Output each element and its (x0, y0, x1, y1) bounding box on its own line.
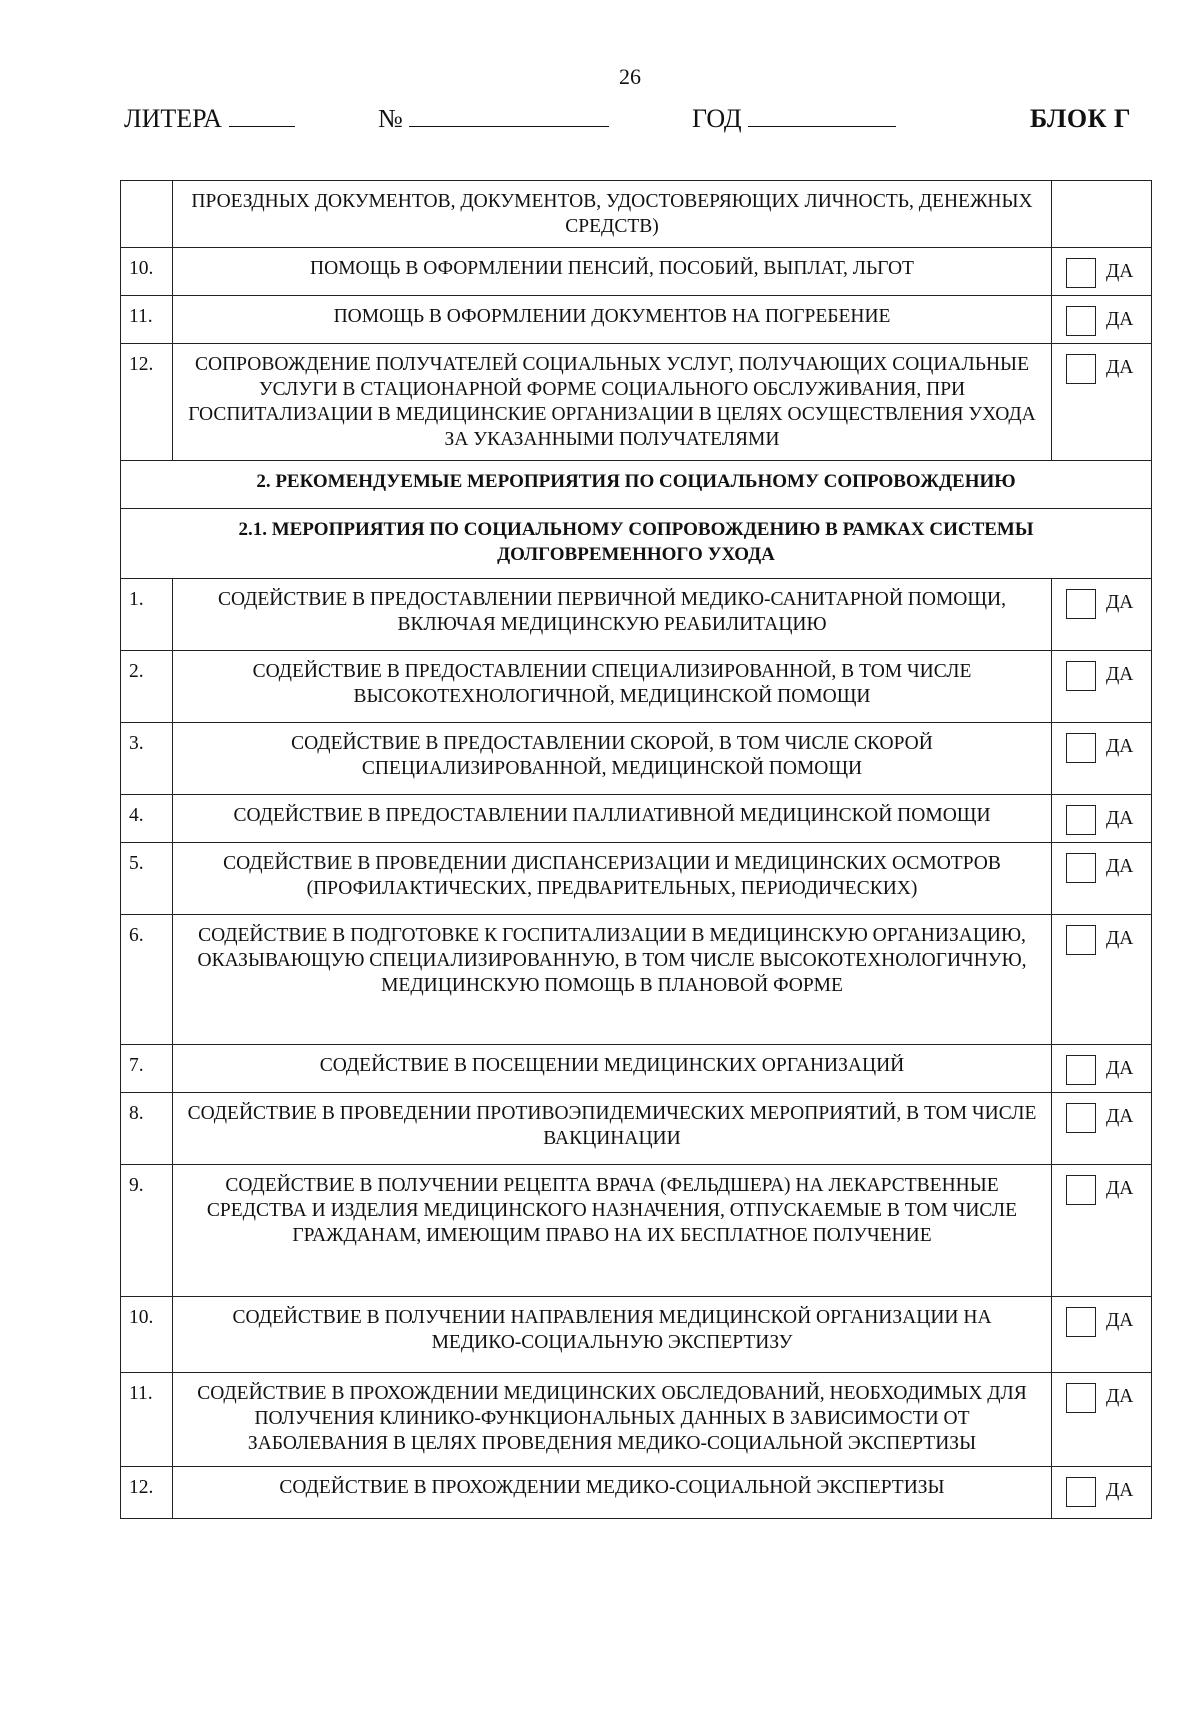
row-text: ПОМОЩЬ В ОФОРМЛЕНИИ ПЕНСИЙ, ПОСОБИЙ, ВЫПЛАТ, ЛЬГОТ (173, 248, 1052, 296)
number-field (378, 104, 609, 134)
yes-checkbox[interactable] (1066, 661, 1096, 691)
yes-label: ДА (1106, 1480, 1134, 1501)
row-number: 12. (121, 1467, 173, 1519)
row-text: ПОМОЩЬ В ОФОРМЛЕНИИ ДОКУМЕНТОВ НА ПОГРЕБЕНИЕ (173, 296, 1052, 344)
table-row (121, 795, 1152, 843)
yes-label: ДА (1106, 261, 1134, 282)
row-text: СОДЕЙСТВИЕ В ПРЕДОСТАВЛЕНИИ СКОРОЙ, В ТОМ ЧИСЛЕ СКОРОЙ СПЕЦИАЛИЗИРОВАННОЙ, МЕДИЦИНСКОЙ ПОМОЩИ (173, 723, 1052, 795)
row-text: СОДЕЙСТВИЕ В ПОЛУЧЕНИИ РЕЦЕПТА ВРАЧА (ФЕЛЬДШЕРА) НА ЛЕКАРСТВЕННЫЕ СРЕДСТВА И ИЗДЕЛИЯ МЕДИЦИНСКОГО НАЗНАЧЕНИЯ, ОТПУСКАЕМЫЕ В ТОМ ЧИСЛЕ ГРАЖДАНАМ, ИМЕЮЩИМ ПРАВО НА ИХ БЕСПЛАТНОЕ ПОЛУЧЕНИЕ (173, 1165, 1052, 1297)
table-row (121, 181, 1152, 248)
table-row (121, 579, 1152, 651)
yes-label: ДА (1106, 309, 1134, 330)
table-row (121, 1467, 1152, 1519)
row-number: 1. (121, 579, 173, 651)
measures-table (120, 180, 1152, 1519)
table-row (121, 1093, 1152, 1165)
row-text: СОДЕЙСТВИЕ В ПОСЕЩЕНИИ МЕДИЦИНСКИХ ОРГАНИЗАЦИЙ (173, 1045, 1052, 1093)
yes-label: ДА (1106, 1386, 1134, 1407)
table-row (121, 915, 1152, 1045)
row-text: СОДЕЙСТВИЕ В ПРОВЕДЕНИИ ДИСПАНСЕРИЗАЦИИ И МЕДИЦИНСКИХ ОСМОТРОВ (ПРОФИЛАКТИЧЕСКИХ, ПРЕДВАРИТЕЛЬНЫХ, ПЕРИОДИЧЕСКИХ) (173, 843, 1052, 915)
row-text: СОДЕЙСТВИЕ В ПРОХОЖДЕНИИ МЕДИЦИНСКИХ ОБСЛЕДОВАНИЙ, НЕОБХОДИМЫХ ДЛЯ ПОЛУЧЕНИЯ КЛИНИКО-ФУНКЦИОНАЛЬНЫХ ДАННЫХ В ЗАВИСИМОСТИ ОТ ЗАБОЛЕВАНИЯ В ЦЕЛЯХ ПРОВЕДЕНИЯ МЕДИКО-СОЦИАЛЬНОЙ ЭКСПЕРТИЗЫ (173, 1373, 1052, 1467)
row-number: 10. (121, 1297, 173, 1373)
row-check-cell (1052, 579, 1152, 651)
row-check-cell (1052, 915, 1152, 1045)
row-text: СОДЕЙСТВИЕ В ПРЕДОСТАВЛЕНИИ ПЕРВИЧНОЙ МЕДИКО-САНИТАРНОЙ ПОМОЩИ, ВКЛЮЧАЯ МЕДИЦИНСКУЮ РЕАБИЛИТАЦИЮ (173, 579, 1052, 651)
yes-checkbox[interactable] (1066, 1103, 1096, 1133)
yes-label: ДА (1106, 357, 1134, 378)
row-number: 12. (121, 344, 173, 461)
yes-checkbox[interactable] (1066, 589, 1096, 619)
year-field (692, 104, 896, 134)
row-check-cell (1052, 1093, 1152, 1165)
table-row (121, 344, 1152, 461)
yes-checkbox[interactable] (1066, 306, 1096, 336)
row-text: СОПРОВОЖДЕНИЕ ПОЛУЧАТЕЛЕЙ СОЦИАЛЬНЫХ УСЛУГ, ПОЛУЧАЮЩИХ СОЦИАЛЬНЫЕ УСЛУГИ В СТАЦИОНАРНОЙ ФОРМЕ СОЦИАЛЬНОГО ОБСЛУЖИВАНИЯ, ПРИ ГОСПИТАЛИЗАЦИИ В МЕДИЦИНСКИЕ ОРГАНИЗАЦИИ В ЦЕЛЯХ ОСУЩЕСТВЛЕНИЯ УХОДА ЗА УКАЗАННЫМИ ПОЛУЧАТЕЛЯМИ (173, 344, 1052, 461)
table-row (121, 651, 1152, 723)
section-2-1-heading-text: 2.1. МЕРОПРИЯТИЯ ПО СОЦИАЛЬНОМУ СОПРОВОЖДЕНИЮ В РАМКАХ СИСТЕМЫ ДОЛГОВРЕМЕННОГО УХОДА (121, 509, 1152, 579)
page-number: 26 (619, 64, 641, 89)
row-check-cell (1052, 1373, 1152, 1467)
yes-label: ДА (1106, 736, 1134, 757)
row-number: 10. (121, 248, 173, 296)
yes-label: ДА (1106, 1058, 1134, 1079)
yes-checkbox[interactable] (1066, 1307, 1096, 1337)
yes-checkbox[interactable] (1066, 733, 1096, 763)
row-check-cell (1052, 344, 1152, 461)
row-number: 7. (121, 1045, 173, 1093)
row-text: СОДЕЙСТВИЕ В ПРОХОЖДЕНИИ МЕДИКО-СОЦИАЛЬНОЙ ЭКСПЕРТИЗЫ (173, 1467, 1052, 1519)
litera-label: ЛИТЕРА (124, 104, 223, 133)
yes-checkbox[interactable] (1066, 853, 1096, 883)
row-check-cell (1052, 723, 1152, 795)
row-number: 11. (121, 1373, 173, 1467)
row-check-cell (1052, 1297, 1152, 1373)
row-text: СОДЕЙСТВИЕ В ПРОВЕДЕНИИ ПРОТИВОЭПИДЕМИЧЕСКИХ МЕРОПРИЯТИЙ, В ТОМ ЧИСЛЕ ВАКЦИНАЦИИ (173, 1093, 1052, 1165)
row-check-cell (1052, 1467, 1152, 1519)
row-check-cell (1052, 795, 1152, 843)
year-input-line[interactable] (748, 108, 896, 127)
section-2-1-heading (121, 509, 1152, 579)
table-row (121, 1373, 1152, 1467)
block-label: БЛОК Г (1030, 104, 1132, 133)
yes-checkbox[interactable] (1066, 925, 1096, 955)
row-number: 4. (121, 795, 173, 843)
section-2-heading-text: 2. РЕКОМЕНДУЕМЫЕ МЕРОПРИЯТИЯ ПО СОЦИАЛЬНОМУ СОПРОВОЖДЕНИЮ (121, 461, 1152, 509)
row-number: 5. (121, 843, 173, 915)
table-row (121, 723, 1152, 795)
year-label: ГОД (692, 104, 742, 133)
row-number-cell (121, 181, 173, 248)
yes-label: ДА (1106, 808, 1134, 829)
yes-label: ДА (1106, 592, 1134, 613)
yes-checkbox[interactable] (1066, 258, 1096, 288)
form-header (0, 104, 1200, 144)
row-check-cell (1052, 843, 1152, 915)
yes-checkbox[interactable] (1066, 1175, 1096, 1205)
table-row (121, 1165, 1152, 1297)
row-check-cell (1052, 248, 1152, 296)
number-label: № (378, 104, 403, 133)
yes-checkbox[interactable] (1066, 1383, 1096, 1413)
table-row (121, 248, 1152, 296)
row-text: СОДЕЙСТВИЕ В ПОЛУЧЕНИИ НАПРАВЛЕНИЯ МЕДИЦИНСКОЙ ОРГАНИЗАЦИИ НА МЕДИКО-СОЦИАЛЬНУЮ ЭКСПЕРТИЗУ (173, 1297, 1052, 1373)
yes-label: ДА (1106, 928, 1134, 949)
yes-checkbox[interactable] (1066, 1477, 1096, 1507)
table-row (121, 1045, 1152, 1093)
yes-checkbox[interactable] (1066, 805, 1096, 835)
row-check-cell (1052, 1045, 1152, 1093)
table-row (121, 296, 1152, 344)
yes-label: ДА (1106, 1178, 1134, 1199)
row-number: 3. (121, 723, 173, 795)
yes-checkbox[interactable] (1066, 354, 1096, 384)
row-number: 9. (121, 1165, 173, 1297)
row-number: 6. (121, 915, 173, 1045)
row-text: СОДЕЙСТВИЕ В ПОДГОТОВКЕ К ГОСПИТАЛИЗАЦИИ В МЕДИЦИНСКУЮ ОРГАНИЗАЦИЮ, ОКАЗЫВАЮЩУЮ СПЕЦИАЛИЗИРОВАННУЮ, В ТОМ ЧИСЛЕ ВЫСОКОТЕХНОЛОГИЧНУЮ, МЕДИЦИНСКУЮ ПОМОЩЬ В ПЛАНОВОЙ ФОРМЕ (173, 915, 1052, 1045)
table-row (121, 1297, 1152, 1373)
yes-label: ДА (1106, 1106, 1134, 1127)
section-2-heading (121, 461, 1152, 509)
number-input-line[interactable] (409, 108, 609, 127)
row-number: 8. (121, 1093, 173, 1165)
yes-label: ДА (1106, 856, 1134, 877)
yes-label: ДА (1106, 664, 1134, 685)
yes-label: ДА (1106, 1310, 1134, 1331)
row-check-cell (1052, 651, 1152, 723)
row-number: 2. (121, 651, 173, 723)
row-check-cell (1052, 181, 1152, 248)
row-text: СОДЕЙСТВИЕ В ПРЕДОСТАВЛЕНИИ СПЕЦИАЛИЗИРОВАННОЙ, В ТОМ ЧИСЛЕ ВЫСОКОТЕХНОЛОГИЧНОЙ, МЕДИЦИНСКОЙ ПОМОЩИ (173, 651, 1052, 723)
row-text: ПРОЕЗДНЫХ ДОКУМЕНТОВ, ДОКУМЕНТОВ, УДОСТОВЕРЯЮЩИХ ЛИЧНОСТЬ, ДЕНЕЖНЫХ СРЕДСТВ) (173, 181, 1052, 248)
row-number: 11. (121, 296, 173, 344)
row-text: СОДЕЙСТВИЕ В ПРЕДОСТАВЛЕНИИ ПАЛЛИАТИВНОЙ МЕДИЦИНСКОЙ ПОМОЩИ (173, 795, 1052, 843)
yes-checkbox[interactable] (1066, 1055, 1096, 1085)
table-row (121, 843, 1152, 915)
row-check-cell (1052, 1165, 1152, 1297)
litera-field (124, 104, 295, 134)
row-check-cell (1052, 296, 1152, 344)
litera-input-line[interactable] (229, 108, 295, 127)
